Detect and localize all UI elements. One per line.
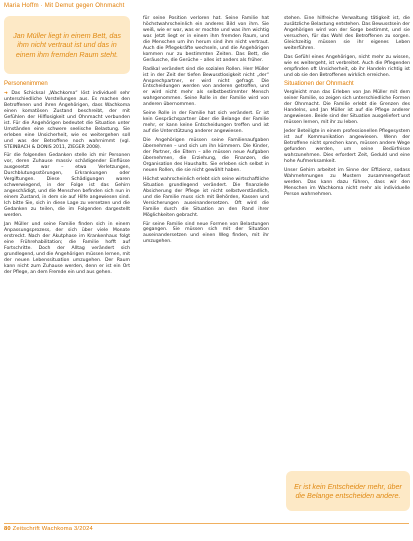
paragraph: Seine Rolle in der Familie hat sich verändert. Er ist kein Gesprächspartner über die Belange der Familie mehr, er kann keine Entscheidungen treffen und ist auf die Unterstützung anderer angewiesen.: [143, 111, 269, 135]
paragraph: Jan Müller und seine Familie finden sich in einem Anpassungsprozess, der sich über viele Monate erstreckt. Nach der Akutphase im Krankenhaus folgt eine Frührehabilitation; die Familie hofft auf Fortschritte. Doch der Alltag verändert sich grundlegend, und die Angehörigen müssen lernen, mit der neuen Lebenssituation umzugehen. Der Raum kann nicht zum Zuhause werden, denn er ist ein Ort der Pflege, an dem Fremde ein und aus gehen.: [4, 221, 131, 275]
arrow-icon: ➜: [4, 90, 8, 96]
paragraph: Radikal verändert sind die sozialen Rollen. Herr Müller ist in der Zeit der tiefen Bewusstlosigkeit nicht „der“ Ansprechpartner, er wird nicht gefragt. Die Entscheidungen werden von anderen getroffen, und er wird nicht mehr als selbstbestimmter Mensch wahrgenommen. Seine Rolle in der Familie wird von anderen übernommen.: [143, 66, 269, 108]
paragraph: Die Angehörigen müssen seine Familienaufgaben übernehmen – und sich um ihn kümmern. Die Kinder, der Partner, die Eltern – alle müssen neue Aufgaben übernehmen, die Erziehung, die Finanzen, die Organisation des Haushalts. Sie erleben sich selbst in neuen Rollen, die sie nicht gewählt haben.: [143, 138, 269, 173]
journal-name: Zeitschrift Wachkoma 3/2024: [12, 526, 93, 532]
paragraph: Das Gefühl eines Angehörigen, nicht mehr zu wissen, wie es weitergeht, ist verbreitet. Auch die Pflegenden empfinden oft Unsicherheit, ob ihr Handeln richtig ist und ob sie den Betroffenen wirklich erreichen.: [284, 54, 410, 78]
paragraph: Unser Gehirn arbeitet im Sinne der Effizienz, sodass Wahrnehmungen zu Mustern zusammengefasst werden. Das kann dazu führen, dass wir den Menschen im Wachkoma nicht mehr als individuelle Person wahrnehmen.: [284, 167, 410, 197]
page-footer: [4, 526, 93, 532]
page-number: 80: [4, 526, 11, 532]
pull-quote: [286, 471, 410, 511]
pull-quote: [4, 16, 130, 74]
paragraph: Jeder Beteiligte in einem professionellen Pflegesystem ist auf Kommunikation angewiesen. Wenn der Betroffene nicht sprechen kann, müssen andere Wege gefunden werden, um seine Bedürfnisse wahrzunehmen. Dies erfordert Zeit, Geduld und eine hohe Aufmerksamkeit.: [284, 129, 410, 164]
paragraph: für seine Position verloren hat. Seine Familie hat höchstwahrscheinlich ein anderes Bild von ihm. Sie weiß, wie er war, was er mochte und was ihm wichtig war. Jetzt liegt er in einem ihm fremden Raum, und die Menschen um ihn herum sind ihm nicht vertraut. Auch die Pflegekräfte wechseln, und die Angehörigen kommen nur zu bestimmten Zeiten. Das Bett, die Geräusche, die Gerüche – alles ist anders als früher.: [143, 16, 269, 63]
footer-rule: [4, 523, 409, 524]
paragraph: stehen. Eine hilfreiche Verwaltung tätigkeit ist, die zusätzliche Belastung entstehen. Das Bewusstsein der Angehörigen wird von der Sorge bestimmt, und sie versuchen, für das Wohl des Betroffenen zu sorgen. Gleichzeitig müssen sie ihr eigenes Leben weiterführen.: [284, 16, 410, 51]
paragraph: Höchst wahrscheinlich erlebt sich seine wirtschaftliche Situation grundlegend verändert. Die finanzielle Absicherung der Pflege ist nicht selbstverständlich, und die Familie muss sich mit Behörden, Kassen und Versicherungen auseinandersetzen. Oft wird die Familie durch die Situation an den Rand ihrer Möglichkeiten gebracht.: [143, 176, 269, 218]
running-head: Maria Hoffm · Mit Demut gegen Ohnmacht: [4, 3, 125, 9]
pull-quote-text: Er ist kein Entscheider mehr, über die Belange entscheiden andere.: [294, 481, 402, 500]
paragraph: ➜ Das Schicksal „Wachkoma“ löst individuell sehr unterschiedliche Vorstellungen aus. Es machen den Betroffenen und ihren Angehörigen, dass Wachkoma einen komatösen Zustand beschreibt, der mit Gefühlen der Hilflosigkeit und Ohnmacht verbunden ist. Für die Angehörigen bedeutet die Situation unter Umständen eine schwere seelische Belastung. Sie erleben eine Unsicherheit, wie es weitergehen soll und was der Betroffene noch wahrnimmt (vgl. STEINBACH & DONIS 2011, ZIEGER 2008).: [4, 90, 130, 150]
paragraph: Vergleicht man das Erleben von Jan Müller mit dem seiner Familie, so zeigen sich unterschiedliche Formen der Ohnmacht. Die Familie erlebt die Grenzen des Handelns, und Jan Müller ist auf die Pflege anderer angewiesen. Beide sind der Situation ausgeliefert und müssen lernen, mit ihr zu leben.: [284, 90, 410, 126]
pull-quote-text: Jan Müller liegt in einem Bett, das ihm nicht vertraut ist und das in einem ihm fremden Raum steht.: [13, 31, 121, 59]
paragraph: Für die folgenden Gedanken stelle ich mir Personen vor, deren Zuhause massiv schädigender Einflüsse ausgesetzt war – etwa Verletzungen, Durchblutungsstörungen, Erkrankungen oder Vergiftungen. Diese Schädigungen waren schwerwiegend, in der Folge ist das Gehirn angeschädigt, und die Menschen befinden sich nun in einem Zustand, in dem sie auf Hilfe angewiesen sind. Ich bitte Sie, sich in diese Lage zu versetzen und die Gedanken zu teilen, die im Folgenden dargestellt werden.: [4, 153, 130, 219]
article-column-1: [4, 16, 130, 279]
article-column-3: [284, 16, 410, 201]
section-heading: Personenimmen: [4, 81, 48, 87]
paragraph: Für seine Familie sind neue Formen von Belastungen gegangen. Sie müssen sich mit der Situation auseinandersetzen und einen Weg finden, mit ihr umzugehen.: [143, 221, 269, 245]
section-heading: Situationen der Ohnmacht: [284, 80, 354, 87]
article-column-2: [143, 16, 269, 248]
